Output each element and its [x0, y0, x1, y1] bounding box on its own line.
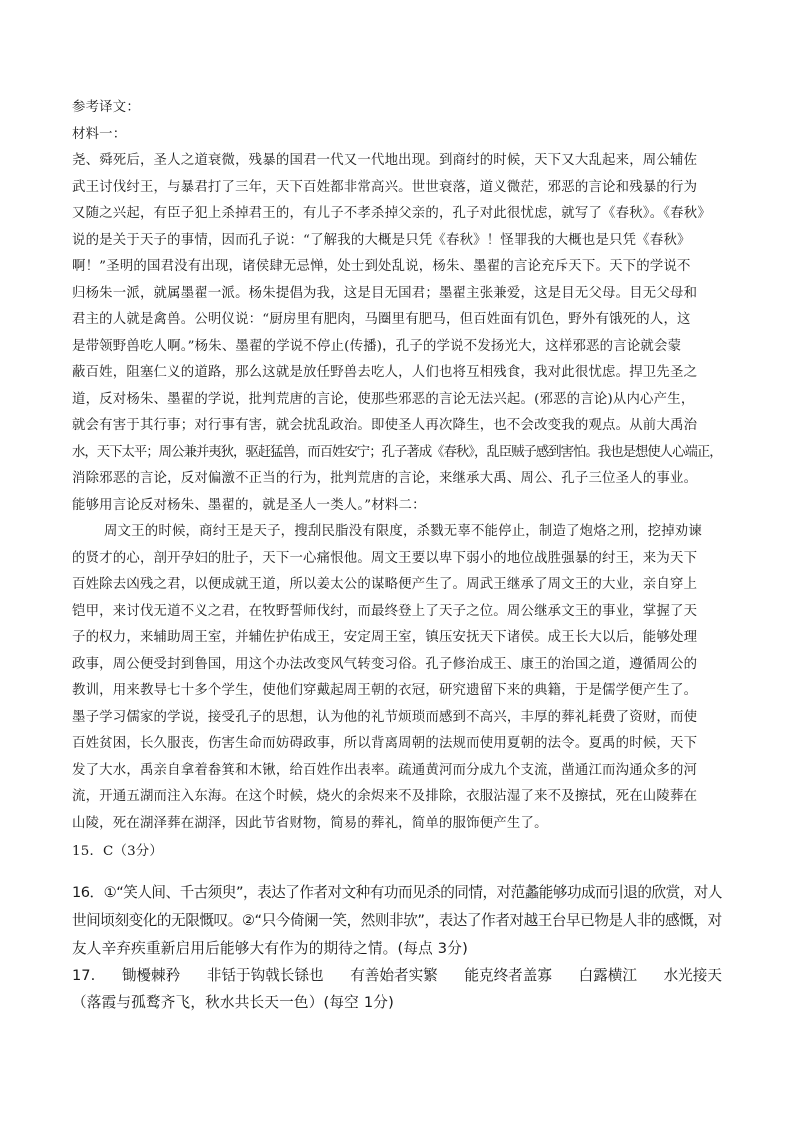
material1-line: 就会有害于其行事；对行事有害，就会扰乱政治。即使圣人再次降生，也不会改变我的观点。从前大禹治 — [72, 418, 698, 433]
material2-line: 百姓贫困，长久服丧，伤害生命而妨碍政事，所以背离周朝的法规而使用夏朝的法令。夏禹的时候，天下 — [72, 736, 698, 751]
material1-line: 水，天下太平；周公兼并夷狄，驱赶猛兽，而百姓安宁；孔子著成《春秋》，乱臣贼子感到害怕。我也是想使人心端正， — [72, 444, 722, 460]
material1-line: 啊！”圣明的国君没有出现，诸侯肆无忌惮，处士到处乱说，杨朱、墨翟的言论充斥天下。天下的学说不 — [72, 259, 691, 274]
material1-line: 君主的人就是禽兽。公明仪说：“厨房里有肥肉，马圈里有肥马，但百姓面有饥色，野外有饿死的人，这 — [72, 312, 691, 327]
answer-17-blank: 能克终者盖寡 — [464, 967, 552, 984]
answer-16-line: 友人辛弃疾重新启用后能够大有作为的期待之情。(每点 3分) — [72, 940, 468, 957]
material2-line: 百姓除去凶残之君，以便成就王道，所以姜太公的谋略便产生了。周武王继承了周文王的大业，亲自穿上 — [72, 577, 698, 592]
material2-line: 周文王的时候，商纣王是天子，搜刮民脂没有限度，杀戮无辜不能停止，制造了炮烙之刑，挖掉劝谏 — [104, 524, 702, 539]
material1-line: 是带领野兽吃人啊。”杨朱、墨翟的学说不停止(传播)，孔子的学说不发扬光大，这样邪恶的言论就会蒙 — [72, 338, 682, 354]
answer-17-number: 17. — [72, 967, 96, 984]
material1-line: 尧、舜死后，圣人之道衰微，残暴的国君一代又一代地出现。到商纣的时候，天下又大乱起来，周公辅佐 — [72, 153, 698, 168]
material1-line: 消除邪恶的言论，反对偏激不正当的行为，批判荒唐的言论，来继承大禹、周公、孔子三位圣人的事业。 — [72, 471, 698, 486]
answer-17-blank: 非铦于钩戟长铩也 — [206, 967, 324, 984]
answer-17-blank: 有善始者实繁 — [350, 967, 438, 984]
answer-17-line2: （落霞与孤鹜齐飞，秋水共长天一色）(每空 1分) — [72, 994, 394, 1011]
material1-line: 能够用言论反对杨朱、墨翟的，就是圣人一类人。”材料二： — [72, 497, 426, 513]
material2-line: 发了大水，禹亲自拿着畚箕和木锹，给百姓作出表率。疏通黄河而分成九个支流，凿通江而沟通众多的河 — [72, 762, 698, 778]
material2-line: 铠甲，来讨伐无道不义之君，在牧野誓师伐纣，而最终登上了天子之位。周公继承文王的事业，掌握了天 — [72, 603, 698, 619]
answer-17-blank: 水光接天 — [663, 967, 722, 984]
answer-17-row — [72, 966, 722, 986]
material1-line: 蔽百姓，阻塞仁义的道路，那么这就是放任野兽去吃人，人们也将互相残食，我对此很忧虑。捍卫先圣之 — [72, 365, 698, 380]
material2-line: 子的权力，来辅助周王室，并辅佐护佑成王，安定周王室，镇压安抚天下诸侯。成王长大以后，能够处理 — [72, 630, 698, 645]
material1-label: 材料一： — [72, 127, 127, 142]
answer-16-line: 世间顷刻变化的无限慨叹。②“只今倚阑一笑，然则非欤”，表达了作者对越王台早已物是人非的感慨，对 — [72, 912, 722, 929]
translation-heading: 参考译文： — [72, 100, 140, 115]
answer-16-line: 16．①“笑人间、千古须臾”，表达了作者对文种有功而见杀的同情，对范蠡能够功成而引退的欣赏，对人 — [72, 884, 722, 901]
material2-line: 的贤才的心，剖开孕妇的肚子，天下一心痛恨他。周文王要以卑下弱小的地位战胜强暴的纣王，来为天下 — [72, 550, 698, 566]
material2-line: 流，开通五湖而注入东海。在这个时候，烧火的余烬来不及排除，衣服沾湿了来不及擦拭，死在山陵葬在 — [72, 789, 698, 804]
material1-line: 武王讨伐纣王，与暴君打了三年，天下百姓都非常高兴。世世衰落，道义微茫，邪恶的言论和残暴的行为 — [72, 179, 698, 195]
answer-17-blank: 锄櫌棘矜 — [121, 967, 181, 984]
answer-17-blank: 白露横江 — [578, 967, 637, 984]
material1-line: 道，反对杨朱、墨翟的学说，批判荒唐的言论，使那些邪恶的言论无法兴起。(邪恶的言论)从内心产生， — [72, 391, 695, 407]
material1-line: 归杨朱一派，就属墨翟一派。杨朱提倡为我，这是目无国君；墨翟主张兼爱，这是目无父母。目无父母和 — [72, 285, 698, 301]
material2-line: 政事，周公便受封到鲁国，用这个办法改变风气转变习俗。孔子修治成王、康王的治国之道，遵循周公的 — [72, 656, 698, 672]
material2-line: 教训，用来教导七十多个学生，使他们穿戴起周王朝的衣冠，研究遗留下来的典籍，于是儒学便产生了。 — [72, 683, 698, 698]
answer-15: 15．C（3分） — [72, 844, 163, 859]
material2-line: 墨子学习儒家的学说，接受孔子的思想，认为他的礼节烦琐而感到不高兴，丰厚的葬礼耗费了资财，而使 — [72, 709, 698, 725]
material2-line: 山陵，死在湖泽葬在湖泽，因此节省财物，简易的葬礼，简单的服饰便产生了。 — [72, 815, 548, 831]
material1-line: 又随之兴起，有臣子犯上杀掉君王的，有儿子不孝杀掉父亲的，孔子对此很忧虑，就写了《春秋》。《春秋》 — [72, 206, 711, 221]
material1-line: 说的是关于天子的事情，因而孔子说：“了解我的大概是只凭《春秋》！怪罪我的大概也是只凭《春秋》 — [72, 232, 691, 248]
